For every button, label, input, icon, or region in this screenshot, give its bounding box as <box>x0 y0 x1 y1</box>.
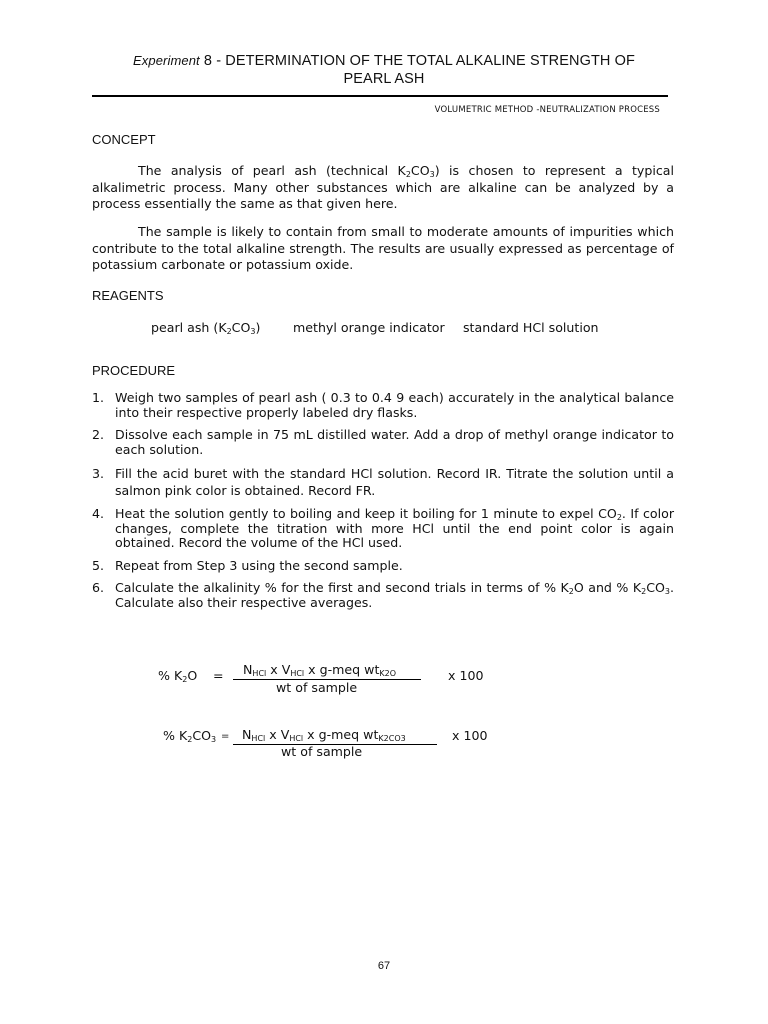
f2-num-sub3: K2CO3 <box>378 734 406 743</box>
procedure-list <box>92 391 674 618</box>
procedure-step <box>92 559 674 574</box>
f1-num-sub2: HCl <box>290 669 305 678</box>
concept-p1-text-c: ) is chosen to represent a typical alkalimetric process. Many other substances which are alkaline can be analyzed by a process essentially the same as that given here. <box>92 163 674 211</box>
concept-p1-sub-2: 2 <box>405 170 411 179</box>
step-text-a: Calculate the alkalinity % for the first and second trials in terms of % K <box>115 580 569 595</box>
reagent-pearl-ash-c: ) <box>255 320 261 335</box>
formula-k2o-numerator <box>243 662 396 677</box>
f2-lhs-b: CO <box>192 728 212 743</box>
step-number: 3. <box>92 466 105 481</box>
experiment-number: 8 - <box>203 53 222 69</box>
f1-num-a: N <box>243 662 253 677</box>
step-text: Fill the acid buret with the standard HCl solution. Record IR. Titrate the solution until a salmon pink color is obtained. Record FR. <box>115 466 674 498</box>
step-text-c: CO <box>646 580 665 595</box>
step-text: Repeat from Step 3 using the second sample. <box>115 557 403 573</box>
step-number: 5. <box>92 557 105 573</box>
step-number: 2. <box>92 427 105 442</box>
step-text: Weigh two samples of pearl ash ( 0.3 to 0.4 9 each) accurately in the analytical balance into their respective properly labeled dry flasks. <box>115 390 674 420</box>
reagent-pearl-ash-sub-2: 2 <box>226 327 232 336</box>
procedure-step <box>92 391 674 420</box>
formula-k2co3-denominator: wt of sample <box>281 744 363 759</box>
f1-lhs-b: O <box>187 668 198 683</box>
f2-num-b: x V <box>265 727 290 742</box>
step-number: 6. <box>92 580 105 595</box>
step-number: 1. <box>92 390 105 405</box>
step-text: Dissolve each sample in 75 mL distilled water. Add a drop of methyl orange indicator to each solution. <box>115 427 674 457</box>
title-line-1 <box>92 52 676 70</box>
f2-lhs-a: % K <box>163 728 188 743</box>
f2-lhs-sub2: 3 <box>211 735 217 744</box>
concept-p1-text-b: CO <box>410 163 430 178</box>
reagents-heading: REAGENTS <box>92 288 164 303</box>
step-text-b: . If color changes, complete the titration with more HCl until the end point color is again obtained. Record the volume of the HCl used. <box>115 506 675 550</box>
f1-num-sub3: K2O <box>379 669 397 678</box>
f1-lhs-a: % K <box>158 668 183 683</box>
formula-k2o-lhs <box>158 668 197 683</box>
reagent-pearl-ash-a: pearl ash (K <box>151 320 227 335</box>
formula-k2co3-multiplier: x 100 <box>452 728 488 743</box>
title-text-line-2: PEARL ASH <box>343 71 425 87</box>
step-number: 4. <box>92 506 105 521</box>
f2-lhs-sub1: 2 <box>187 735 193 744</box>
concept-p1-text-a: The analysis of pearl ash (technical K <box>138 163 406 178</box>
step-sub: 2 <box>616 513 622 522</box>
f2-num-sub1: HCl <box>251 734 266 743</box>
f1-num-b: x V <box>266 662 291 677</box>
formula-k2co3-equals: = <box>221 731 230 742</box>
formula-k2co3-numerator <box>242 727 406 742</box>
reagent-pearl-ash <box>151 320 260 335</box>
title-divider <box>92 95 668 97</box>
f2-num-c: x g-meq wt <box>303 727 379 742</box>
step-text-a: Heat the solution gently to boiling and keep it boiling for 1 minute to expel CO <box>115 506 617 521</box>
concept-heading: CONCEPT <box>92 132 156 147</box>
concept-paragraph-1 <box>92 163 674 213</box>
f1-num-c: x g-meq wt <box>304 662 380 677</box>
step-sub-1: 2 <box>568 587 574 596</box>
reagent-pearl-ash-b: CO <box>231 320 251 335</box>
f1-num-sub1: HCl <box>252 669 267 678</box>
procedure-step <box>92 581 674 610</box>
f2-num-a: N <box>242 727 252 742</box>
formula-k2co3-lhs <box>163 728 216 743</box>
f2-num-sub2: HCl <box>289 734 304 743</box>
concept-p1-sub-3: 3 <box>429 170 435 179</box>
procedure-step <box>92 428 674 457</box>
experiment-label: Experiment <box>133 53 200 68</box>
method-subtitle: VOLUMETRIC METHOD -NEUTRALIZATION PROCESS <box>434 105 660 115</box>
step-text-d: . Calculate also their respective averages. <box>115 580 675 610</box>
procedure-heading: PROCEDURE <box>92 363 176 378</box>
step-text-b: O and % K <box>573 580 642 595</box>
title-text-line-1: DETERMINATION OF THE TOTAL ALKALINE STRENGTH OF <box>225 53 635 69</box>
page-title <box>92 52 676 88</box>
step-sub-3: 3 <box>664 587 670 596</box>
concept-paragraph-2: The sample is likely to contain from small to moderate amounts of impurities which contribute to the total alkaline strength. The results are usually expressed as percentage of potassium carbonate or potassium oxide. <box>92 224 674 272</box>
reagent-hcl: standard HCl solution <box>463 320 599 335</box>
reagent-methyl-orange: methyl orange indicator <box>293 320 445 335</box>
step-sub-2: 2 <box>641 587 647 596</box>
page-number: 67 <box>377 960 391 972</box>
reagent-pearl-ash-sub-3: 3 <box>250 327 256 336</box>
formula-k2o-multiplier: x 100 <box>448 668 484 683</box>
formula-k2o-equals: = <box>213 668 224 683</box>
f1-lhs-sub: 2 <box>182 675 188 684</box>
procedure-step <box>92 465 674 499</box>
formula-k2o-denominator: wt of sample <box>276 680 358 695</box>
procedure-step <box>92 507 674 551</box>
